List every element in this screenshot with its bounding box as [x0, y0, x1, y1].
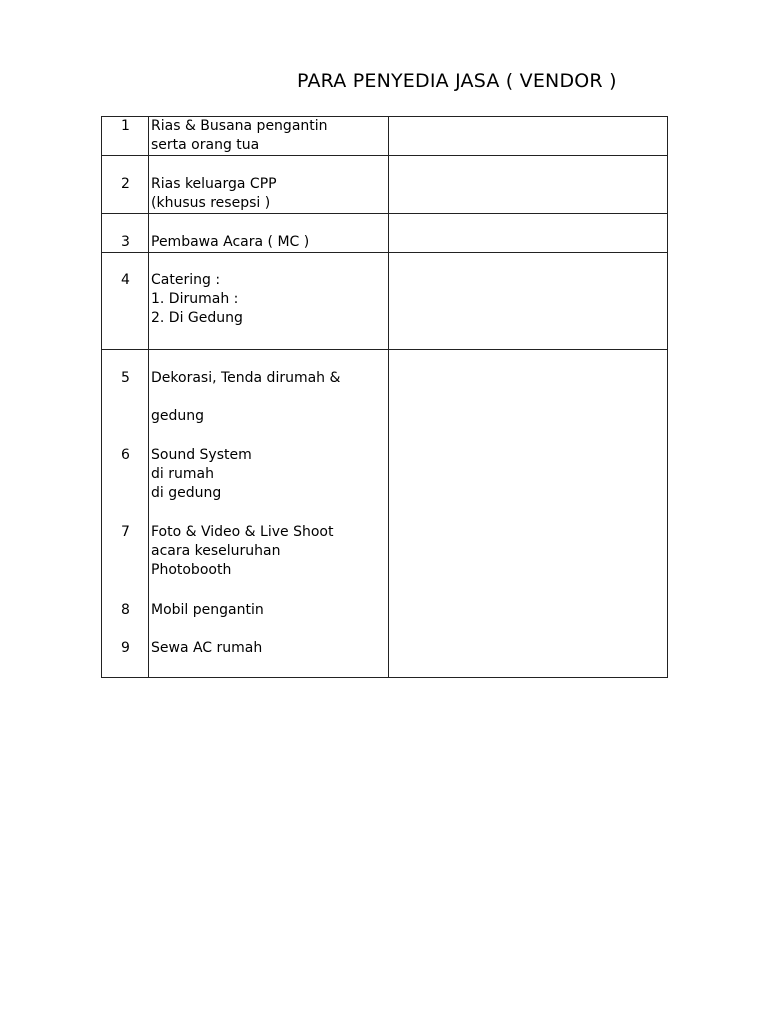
row-number: 1 — [121, 118, 130, 134]
vendor-item-line: Photobooth — [151, 562, 232, 578]
page-title: PARA PENYEDIA JASA ( VENDOR ) — [297, 70, 617, 92]
vendor-item-line: 2. Di Gedung — [151, 310, 243, 326]
vendor-item — [151, 117, 328, 155]
row-number: 9 — [121, 640, 130, 656]
vendor-item-line: Rias & Busana pengantin — [151, 118, 328, 134]
vendor-item-line: serta orang tua — [151, 137, 260, 153]
row-number: 5 — [121, 370, 130, 386]
vendor-item — [151, 233, 309, 252]
vendor-item — [151, 175, 277, 213]
vendor-item-line: di gedung — [151, 485, 222, 501]
vendor-item-line: 1. Dirumah : — [151, 291, 239, 307]
vendor-item-line: Foto & Video & Live Shoot — [151, 524, 334, 540]
column-divider — [388, 117, 389, 677]
vendor-item-line: (khusus resepsi ) — [151, 195, 271, 211]
row-number: 8 — [121, 602, 130, 618]
vendor-item-line: gedung — [151, 408, 205, 424]
row-divider — [102, 155, 667, 156]
row-number: 3 — [121, 234, 130, 250]
vendor-item — [151, 523, 333, 580]
vendor-item — [151, 601, 264, 620]
vendor-item — [151, 446, 252, 503]
vendor-table — [101, 116, 668, 678]
column-divider — [148, 117, 149, 677]
vendor-item — [151, 639, 262, 658]
vendor-item-line: Dekorasi, Tenda dirumah & — [151, 370, 341, 386]
row-number: 6 — [121, 447, 130, 463]
row-divider — [102, 349, 667, 350]
row-number: 4 — [121, 272, 130, 288]
vendor-item — [151, 407, 204, 426]
row-number: 7 — [121, 524, 130, 540]
vendor-item-line: di rumah — [151, 466, 214, 482]
vendor-item-line: Rias keluarga CPP — [151, 176, 277, 192]
row-divider — [102, 252, 667, 253]
vendor-item — [151, 369, 340, 388]
vendor-item-line: Mobil pengantin — [151, 602, 264, 618]
vendor-item-line: Pembawa Acara ( MC ) — [151, 234, 310, 250]
vendor-item-line: acara keseluruhan — [151, 543, 281, 559]
row-number: 2 — [121, 176, 130, 192]
vendor-item-line: Catering : — [151, 272, 221, 288]
vendor-item-line: Sound System — [151, 447, 252, 463]
row-divider — [102, 213, 667, 214]
vendor-item — [151, 271, 243, 328]
vendor-item-line: Sewa AC rumah — [151, 640, 263, 656]
